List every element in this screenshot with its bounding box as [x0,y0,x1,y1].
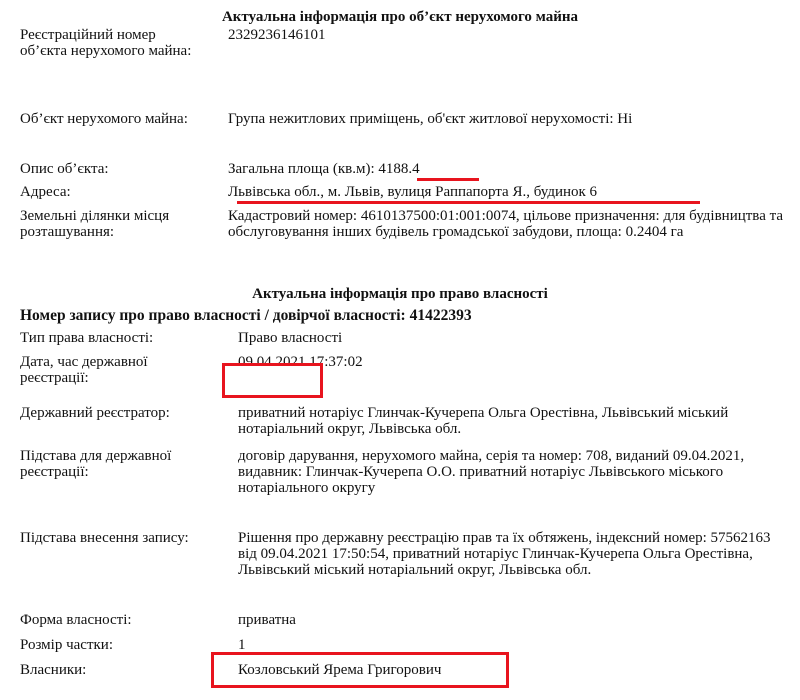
object-description-label: Опис об’єкта: [20,161,109,177]
ownership-form-label: Форма власності: [20,612,132,628]
entry-basis-value: Рішення про державну реєстрацію прав та їх обтяжень, індексний номер: 57562163 від 09.04.2021 17:50:54, приватний нотаріус Глинчак-Кучерепа Ольга Орестівна, Львівський міський нотаріальний округ, Львівська обл. [238,530,771,578]
registration-basis-value: договір дарування, нерухомого майна, серія та номер: 708, виданий 09.04.2021, видавник: Глинчак-Кучерепа О.О. приватний нотаріус Львівського міського нотаріального округу [238,448,745,496]
registration-number-label: Реєстраційний номер об’єкта нерухомого майна: [20,27,192,59]
area-label: Загальна площа (кв.м): [228,161,379,177]
ownership-section-title: Актуальна інформація про право власності [252,286,548,302]
registration-basis-label: Підстава для державної реєстрації: [20,448,172,480]
registration-number-value: 2329236146101 [228,27,326,43]
registration-time: 17:37:02 [305,354,363,370]
address-value: Львівська обл., м. Львів, вулиця Раппапорта Я., будинок 6 [228,184,598,200]
ownership-form-value: приватна [238,612,296,628]
land-plot-label: Земельні ділянки місця розташування: [20,208,170,240]
record-number-title: Номер запису про право власності / довірчої власності: 41422393 [20,307,472,324]
object-description-value [228,161,788,177]
property-section-title: Актуальна інформація про об’єкт нерухомого майна [221,9,579,25]
registrar-value: приватний нотаріус Глинчак-Кучерепа Ольга Орестівна, Львівський міський нотаріальний округ, Львівська обл. [238,405,729,437]
share-size-label: Розмір частки: [20,637,113,653]
registrar-label: Державний реєстратор: [20,405,170,421]
owners-label: Власники: [20,662,87,678]
ownership-type-label: Тип права власності: [20,330,154,346]
entry-basis-label: Підстава внесення запису: [20,530,189,546]
ownership-type-value: Право власності [238,330,343,346]
object-type-value: Група нежитлових приміщень, об'єкт житлової нерухомості: Ні [228,111,633,127]
registration-date-label: Дата, час державної реєстрації: [20,354,148,386]
registration-date: 09.04.2021 [238,354,306,370]
date-highlight-box [222,363,323,398]
owners-value: Козловський Ярема Григорович [238,662,442,678]
object-type-label: Об’єкт нерухомого майна: [20,111,188,127]
address-label: Адреса: [20,184,71,200]
share-size-value: 1 [238,637,246,653]
area-value: 4188.4 [378,161,420,177]
land-plot-value: Кадастровий номер: 4610137500:01:001:0074, цільове призначення: для будівництва та обслуговування інших будівель громадської забудови, площа: 0.2404 га [228,208,783,240]
area-underline-mark [417,178,479,181]
owner-highlight-box [211,652,509,688]
address-underline-mark [237,201,700,204]
